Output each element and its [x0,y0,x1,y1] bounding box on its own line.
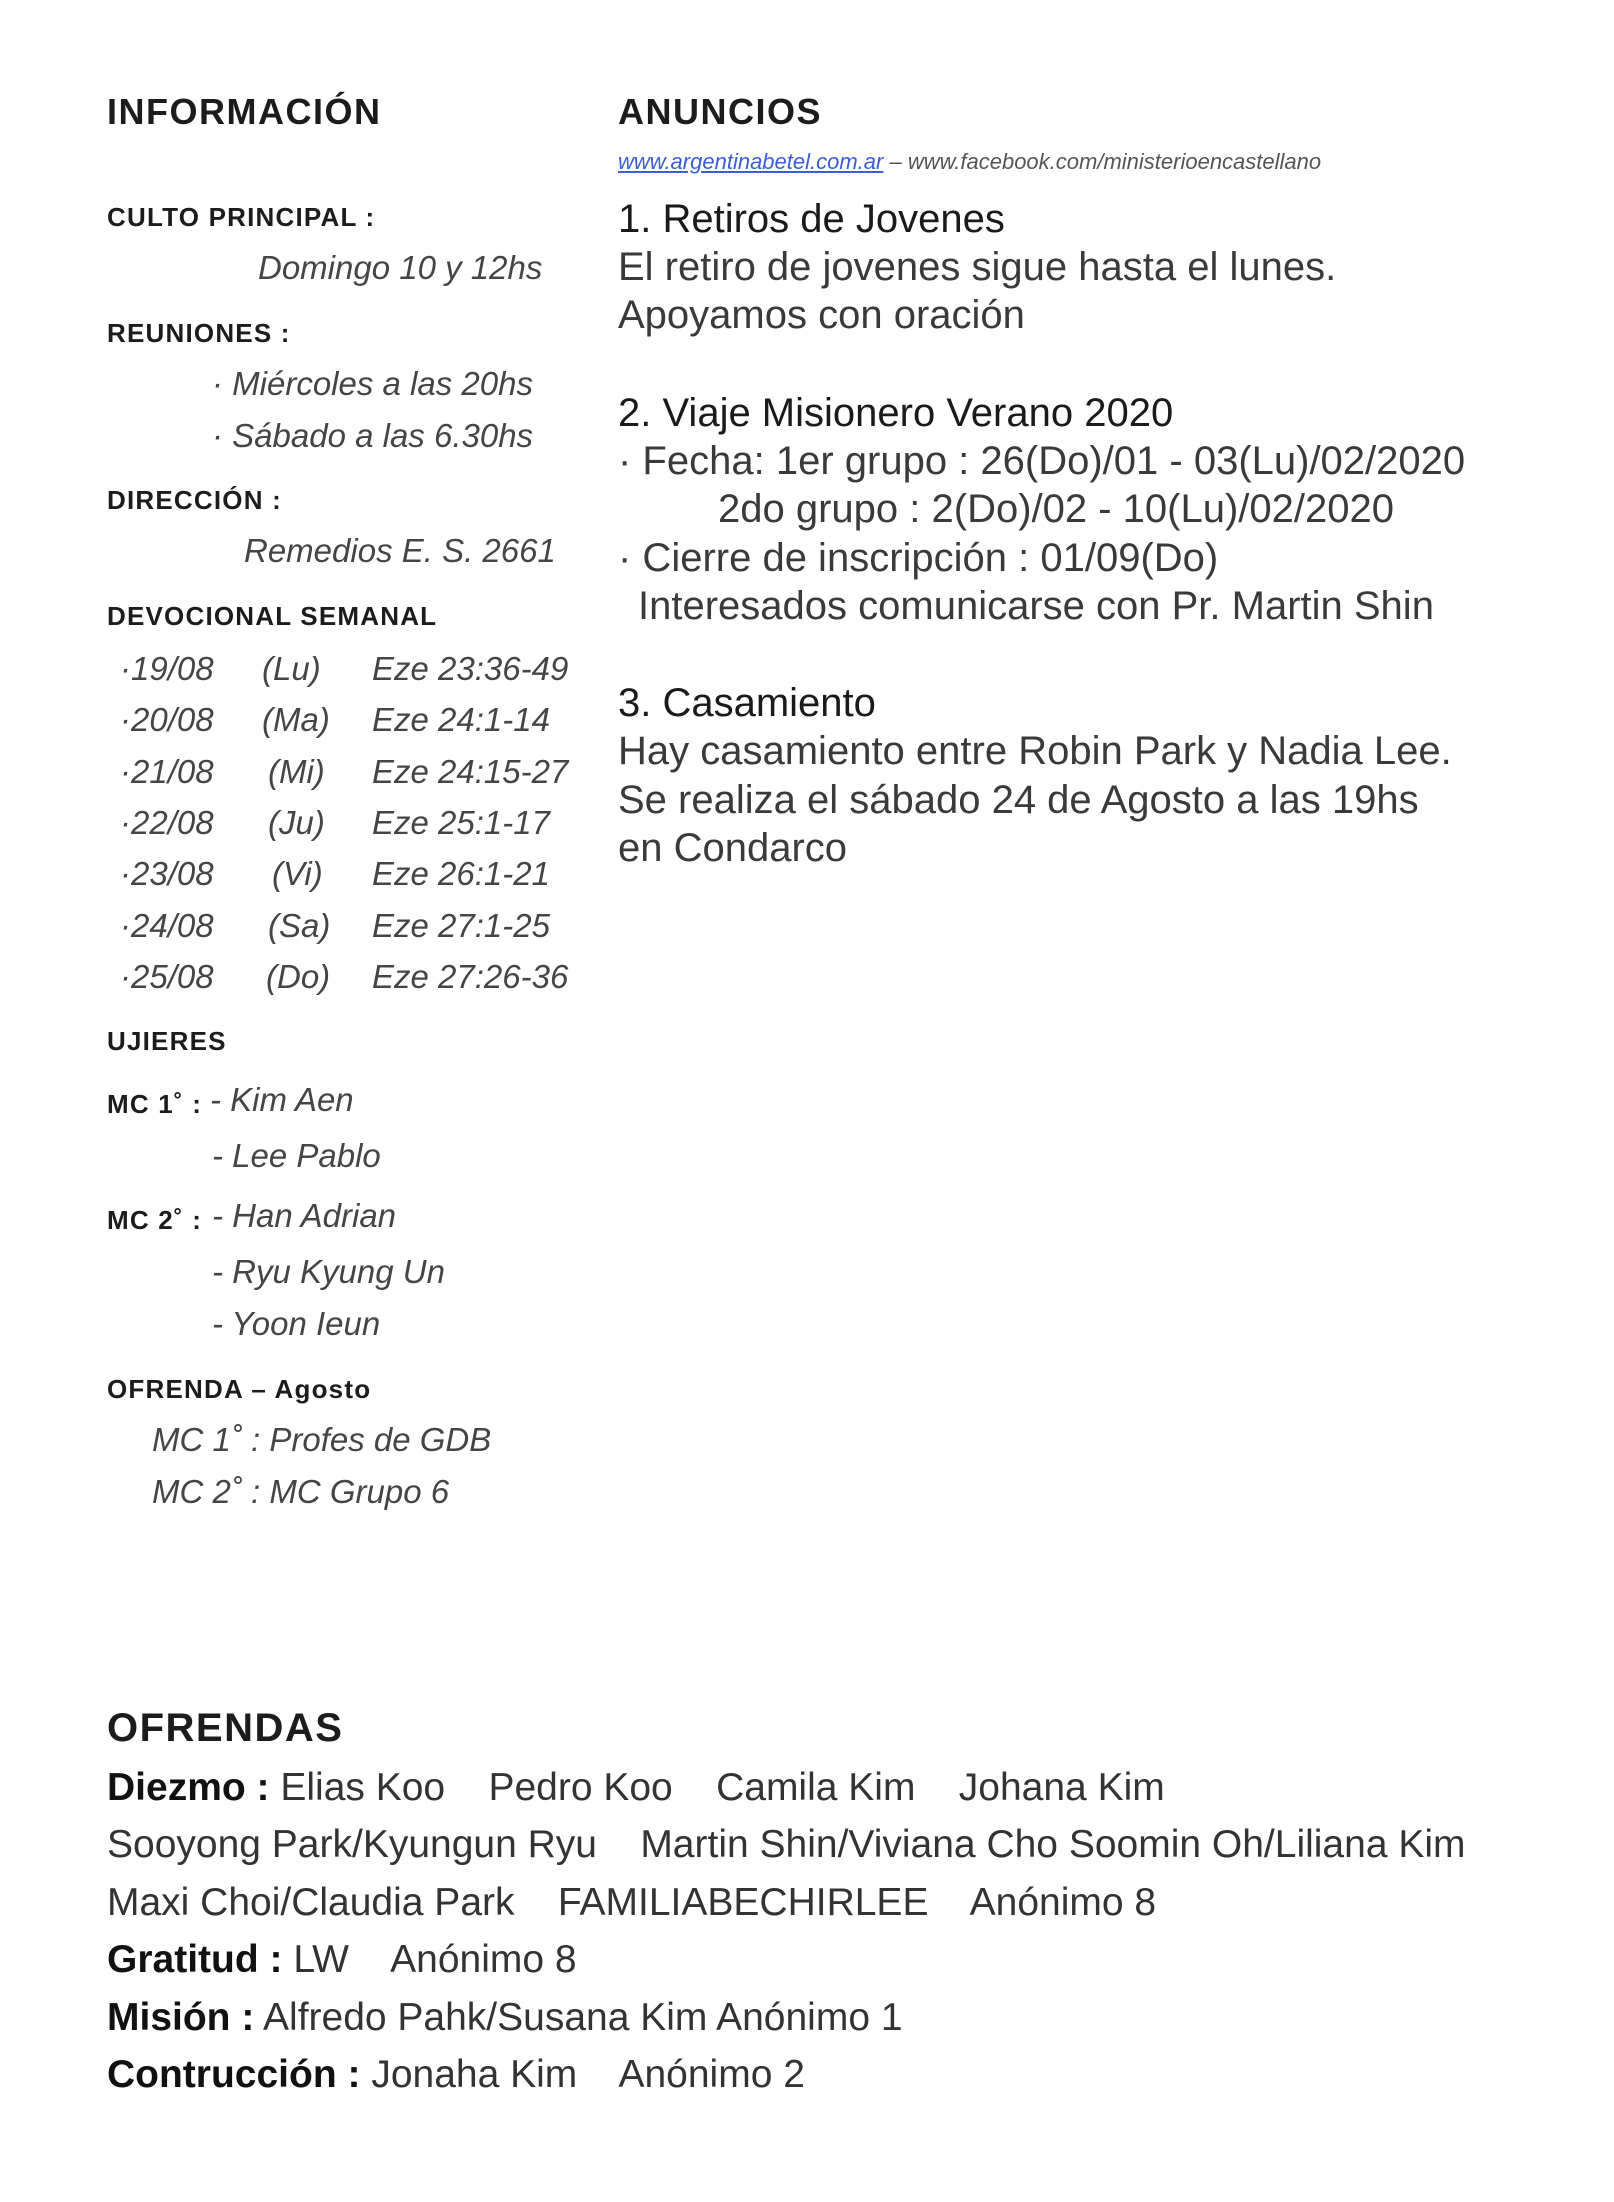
devocional-ref: Eze 27:1-25 [372,907,550,944]
construccion-names: Jonaha Kim Anónimo 2 [360,2053,805,2096]
ofrenda-mes-item: MC 1˚ : Profes de GDB [152,1421,492,1458]
anuncio-1-title: 1. Retiros de Jovenes [618,197,1005,241]
devocional-row [0,701,620,751]
mc1-member: - Lee Pablo [212,1137,381,1174]
info-title: INFORMACIÓN [107,91,382,132]
devocional-day: (Ju) [268,804,325,841]
devocional-ref: Eze 25:1-17 [372,804,550,841]
devocional-date: ·21/08 [120,753,214,790]
devocional-row [0,958,620,1008]
reunion-item: · Sábado a las 6.30hs [212,417,534,454]
devocional-ref: Eze 24:15-27 [372,753,569,790]
mision-label: Misión : [107,1996,255,2039]
devocional-date: ·23/08 [120,855,214,892]
anuncio-3-line: Se realiza el sábado 24 de Agosto a las 19hs [618,778,1419,822]
diezmo-label: Diezmo : [107,1766,270,1809]
devocional-date: ·19/08 [120,650,214,687]
devocional-day: (Vi) [272,855,323,892]
ofrenda-mes-label: OFRENDA – Agosto [107,1374,372,1404]
reunion-item: · Miércoles a las 20hs [212,365,533,402]
diezmo-names: Elias Koo Pedro Koo Camila Kim Johana Kim [269,1766,1165,1809]
gratitud-line [107,1938,577,1982]
devocional-label: DEVOCIONAL SEMANAL [107,601,438,631]
devocional-day: (Lu) [262,650,321,687]
devocional-row [0,907,620,957]
culto-value: Domingo 10 y 12hs [258,249,543,286]
ofrendas-title: OFRENDAS [107,1706,344,1750]
links-line [618,149,1321,175]
anuncio-2-line: Interesados comunicarse con Pr. Martin Shin [638,584,1434,628]
devocional-day: (Sa) [268,907,331,944]
website-link[interactable]: www.argentinabetel.com.ar [618,149,884,174]
mision-line [107,1996,903,2040]
anuncio-3-line: en Condarco [618,826,848,870]
devocional-ref: Eze 26:1-21 [372,855,550,892]
mc2-label: MC 2˚ : [107,1205,203,1235]
direccion-value: Remedios E. S. 2661 [244,532,556,569]
anuncio-1-line: Apoyamos con oración [618,293,1025,337]
mision-names: Alfredo Pahk/Susana Kim Anónimo 1 [254,1996,903,2039]
construccion-line [107,2053,805,2097]
anuncio-2-line: · Cierre de inscripción : 01/09(Do) [618,536,1219,580]
gratitud-names: LW Anónimo 8 [282,1938,577,1981]
mc1-label: MC 1˚ : [107,1089,203,1119]
diezmo-names-line: Sooyong Park/Kyungun Ryu Martin Shin/Viviana Cho Soomin Oh/Liliana Kim [107,1823,1466,1866]
gratitud-label: Gratitud : [107,1938,283,1981]
anuncio-3-title: 3. Casamiento [618,681,876,725]
anuncios-title: ANUNCIOS [618,91,823,132]
reuniones-label: REUNIONES : [107,318,291,348]
devocional-row [0,650,620,700]
devocional-day: (Mi) [268,753,325,790]
devocional-date: ·24/08 [120,907,214,944]
mc1-member: - Kim Aen [210,1081,354,1118]
devocional-date: ·20/08 [120,701,214,738]
devocional-ref: Eze 24:1-14 [372,701,550,738]
devocional-day: (Ma) [262,701,330,738]
anuncio-2-line: · Fecha: 1er grupo : 26(Do)/01 - 03(Lu)/02/2020 [618,439,1466,483]
ujieres-label: UJIERES [107,1026,227,1056]
mc2-member: - Ryu Kyung Un [212,1253,445,1290]
ofrenda-mes-item: MC 2˚ : MC Grupo 6 [152,1473,450,1510]
culto-label: CULTO PRINCIPAL : [107,202,376,232]
devocional-row [0,855,620,905]
devocional-ref: Eze 27:26-36 [372,958,569,995]
devocional-row [0,753,620,803]
devocional-date: ·25/08 [120,958,214,995]
diezmo-names-line: Maxi Choi/Claudia Park FAMILIABECHIRLEE Anónimo 8 [107,1881,1157,1924]
mc2-member: - Han Adrian [212,1197,397,1234]
anuncio-2-line: 2do grupo : 2(Do)/02 - 10(Lu)/02/2020 [718,487,1394,531]
construccion-label: Contrucción : [107,2053,361,2096]
facebook-link: – www.facebook.com/ministerioencastellano [883,149,1322,174]
anuncio-1-line: El retiro de jovenes sigue hasta el lunes. [618,245,1337,289]
mc2-member: - Yoon Ieun [212,1305,381,1342]
direccion-label: DIRECCIÓN : [107,485,282,515]
diezmo-line [107,1766,1165,1810]
anuncio-3-line: Hay casamiento entre Robin Park y Nadia Lee. [618,729,1452,773]
anuncio-2-title: 2. Viaje Misionero Verano 2020 [618,391,1174,435]
devocional-day: (Do) [266,958,331,995]
devocional-row [0,804,620,854]
devocional-date: ·22/08 [120,804,214,841]
devocional-ref: Eze 23:36-49 [372,650,569,687]
